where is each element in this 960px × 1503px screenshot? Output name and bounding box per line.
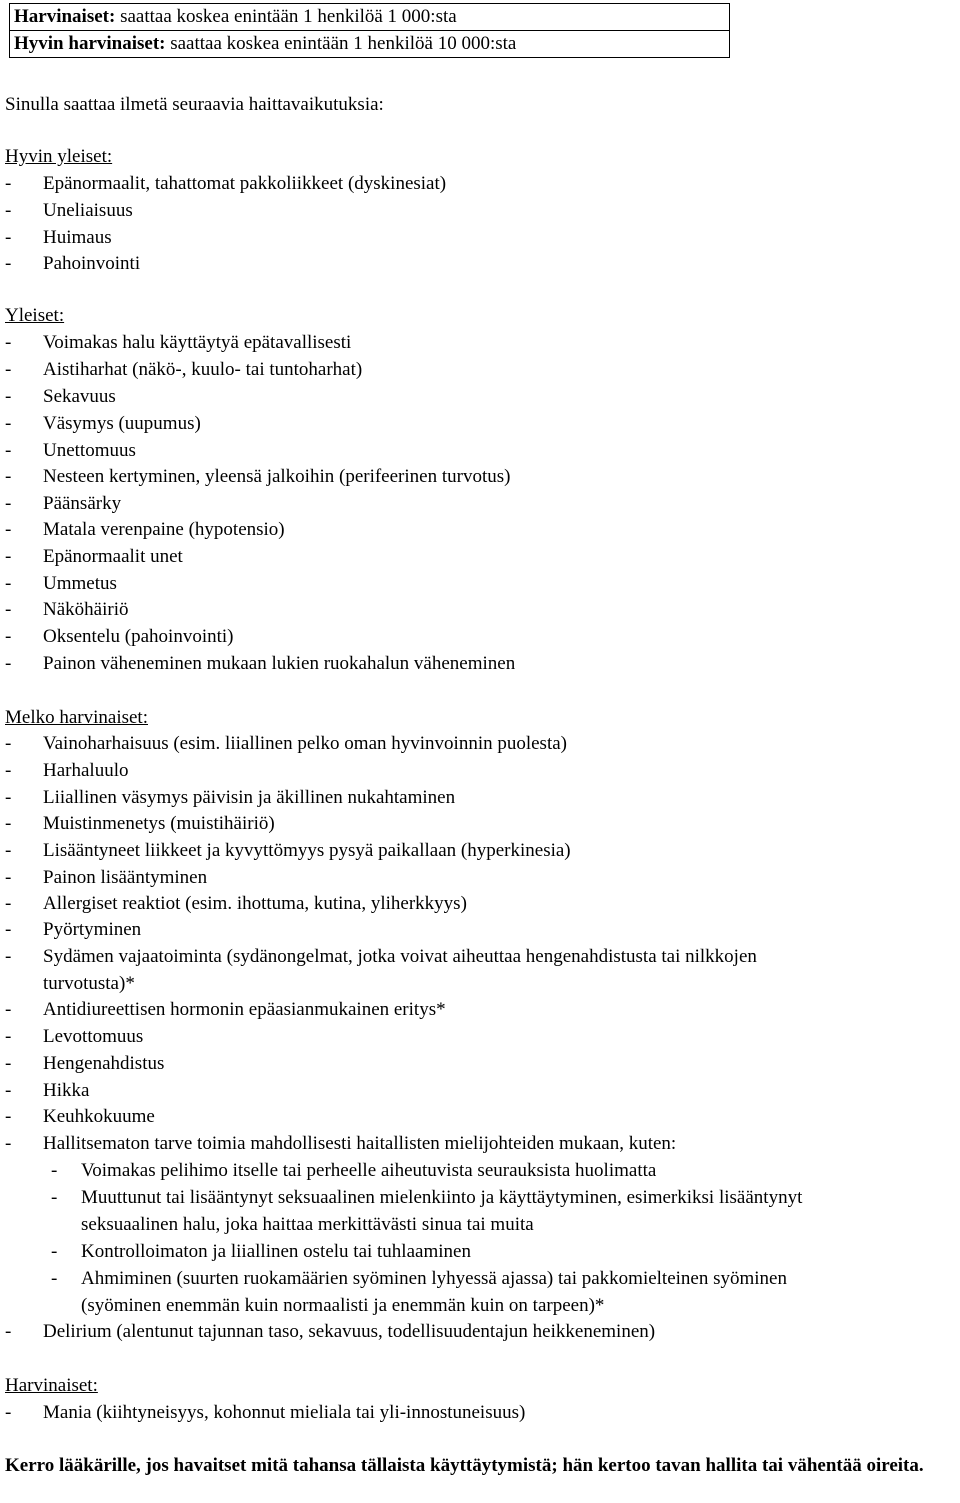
section-heading-very-common: Hyvin yleiset: [5, 146, 113, 167]
intro-text: Sinulla saattaa ilmetä seuraavia haittavaikutuksia: [5, 94, 384, 115]
frequency-term: Hyvin harvinaiset: [14, 33, 166, 54]
frequency-desc: saattaa koskea enintään 1 henkilöä 10 000:sta [165, 33, 517, 54]
frequency-row-rare [10, 4, 730, 31]
frequency-term: Harvinaiset: [14, 6, 116, 27]
frequency-row-very-rare [10, 31, 730, 58]
frequency-table [9, 3, 730, 58]
closing-warning: Kerro lääkärille, jos havaitset mitä tahansa tällaista käyttäytymistä; hän kertoo tavan hallita tai vähentää oireita. [5, 1455, 924, 1476]
section-heading-uncommon: Melko harvinaiset: [5, 707, 148, 728]
section-heading-common: Yleiset: [5, 305, 65, 326]
section-heading-rare: Harvinaiset: [5, 1375, 98, 1396]
frequency-desc: saattaa koskea enintään 1 henkilöä 1 000:sta [115, 6, 457, 27]
